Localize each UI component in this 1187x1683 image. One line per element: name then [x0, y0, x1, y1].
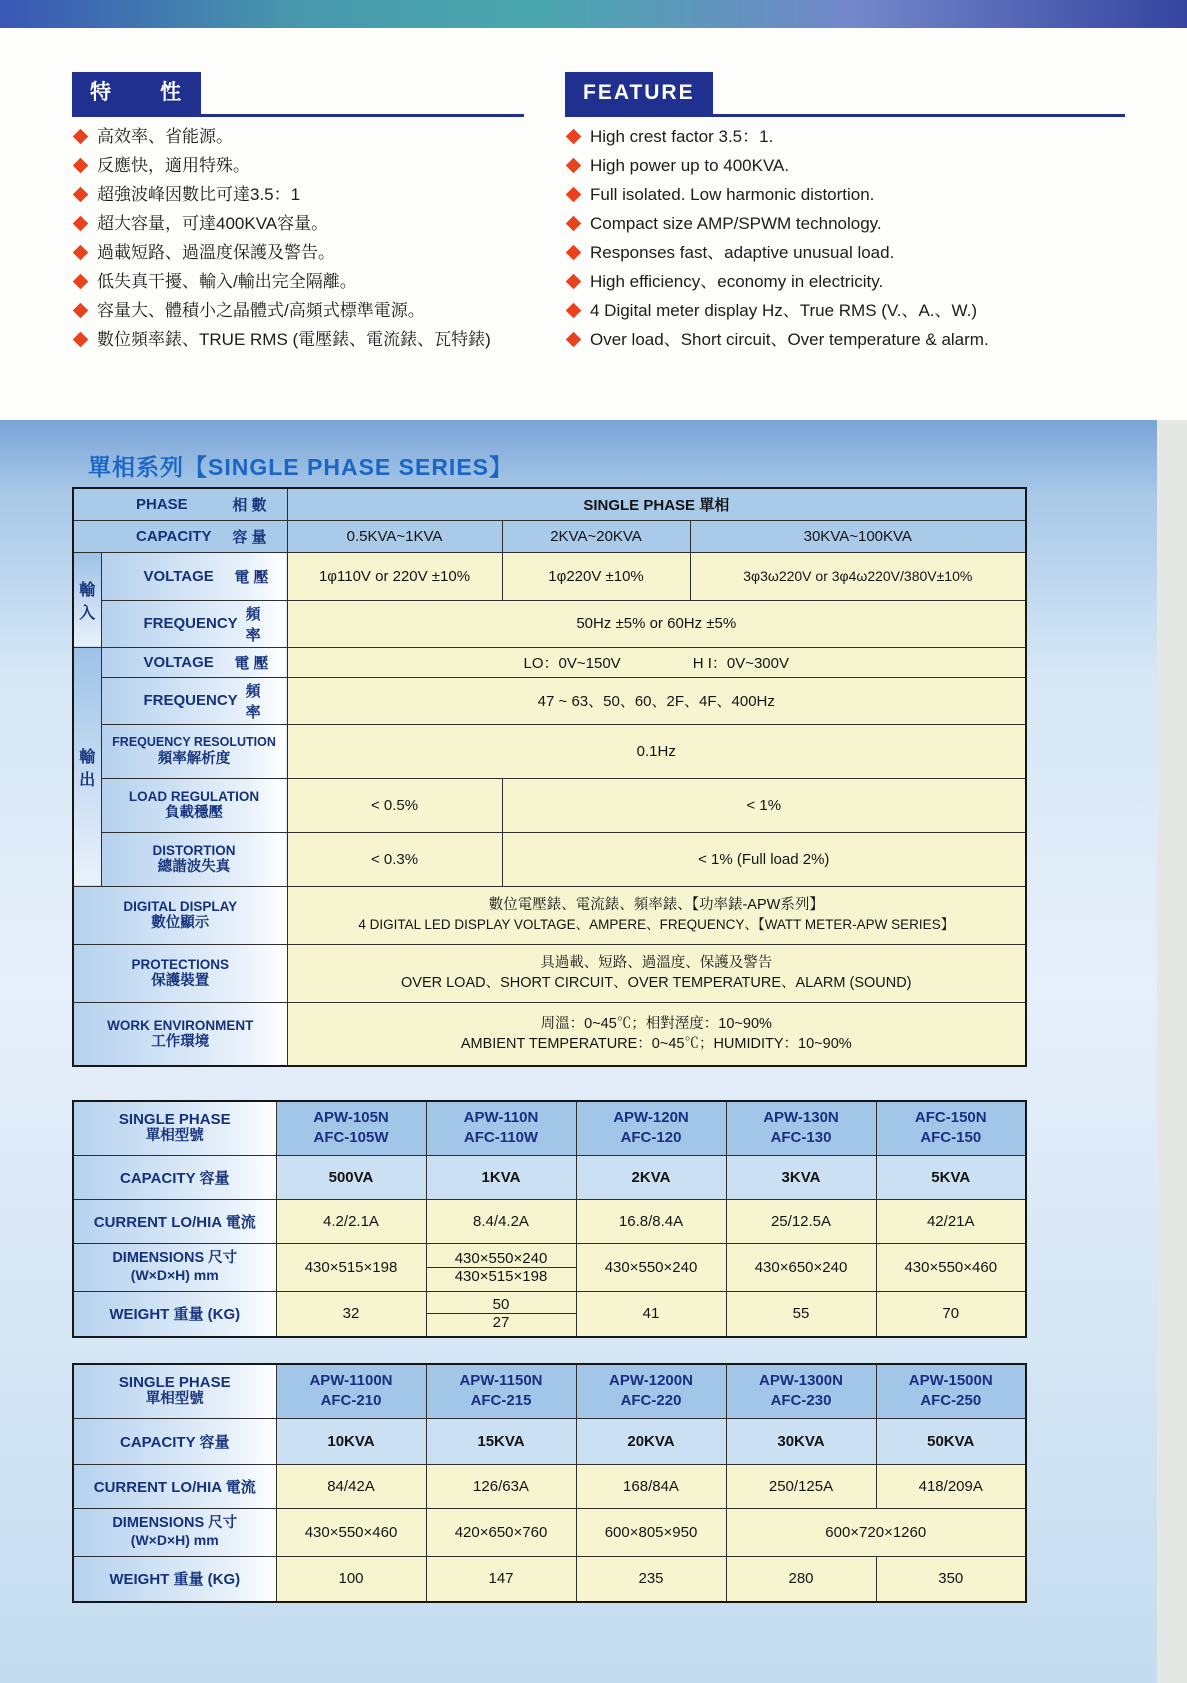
row-models — [73, 1101, 1026, 1155]
list-item — [565, 126, 1125, 147]
capacity-value: 2KVA — [576, 1155, 726, 1199]
row-work-environment — [73, 1002, 1026, 1066]
capacity-label: CAPACITY 容量 — [73, 1155, 276, 1199]
capacity-range: 30KVA~100KVA — [690, 520, 1026, 552]
current-value: 16.8/8.4A — [576, 1199, 726, 1243]
digital-display-label: DIGITAL DISPLAY 數位顯示 — [73, 886, 287, 944]
features-english-list — [565, 126, 1125, 350]
row-capacity — [73, 1155, 1026, 1199]
diamond-bullet-icon — [73, 274, 89, 290]
weight-value: 235 — [576, 1556, 726, 1602]
output-frequency-value: 47 ~ 63、50、60、2F、4F、400Hz — [287, 677, 1026, 724]
row-protections — [73, 944, 1026, 1002]
row-current — [73, 1464, 1026, 1508]
dimensions-value: 430×550×460 — [276, 1508, 426, 1556]
features-english-header-rule — [565, 72, 1125, 117]
weight-value: 55 — [726, 1291, 876, 1337]
capacity-value: 20KVA — [576, 1418, 726, 1464]
model-name: AFC-150N AFC-150 — [876, 1101, 1026, 1155]
scan-right-margin — [1157, 420, 1187, 1683]
weight-value: 100 — [276, 1556, 426, 1602]
row-capacity — [73, 1418, 1026, 1464]
diamond-bullet-icon — [566, 187, 582, 203]
row-current — [73, 1199, 1026, 1243]
feature-text: 超強波峰因數比可達3.5：1 — [97, 185, 301, 204]
current-value: 8.4/4.2A — [426, 1199, 576, 1243]
diamond-bullet-icon — [566, 129, 582, 145]
list-item — [565, 184, 1125, 205]
features-english-column — [565, 72, 1125, 358]
model-name: APW-105N AFC-105W — [276, 1101, 426, 1155]
capacity-value: 10KVA — [276, 1418, 426, 1464]
model-name: APW-130N AFC-130 — [726, 1101, 876, 1155]
distortion-value: < 0.3% — [287, 832, 502, 886]
current-label: CURRENT LO/HIA 電流 — [73, 1464, 276, 1508]
current-value: 84/42A — [276, 1464, 426, 1508]
models-header-label: SINGLE PHASE 單相型號 — [73, 1364, 276, 1418]
row-input-frequency — [73, 600, 1026, 647]
weight-label: WEIGHT 重量 (KG) — [73, 1556, 276, 1602]
row-output-voltage — [73, 647, 1026, 677]
dimensions-value: 420×650×760 — [426, 1508, 576, 1556]
input-frequency-value: 50Hz ±5% or 60Hz ±5% — [287, 600, 1026, 647]
dimensions-value: 430×515×198 — [276, 1243, 426, 1291]
diamond-bullet-icon — [73, 245, 89, 261]
weight-value: 280 — [726, 1556, 876, 1602]
input-voltage-value: 3φ3ω220V or 3φ4ω220V/380V±10% — [690, 552, 1026, 600]
input-group-label: 輸 入 — [73, 552, 101, 647]
capacity-value: 3KVA — [726, 1155, 876, 1199]
capacity-value: 500VA — [276, 1155, 426, 1199]
model-name: APW-1200N AFC-220 — [576, 1364, 726, 1418]
weight-value: 147 — [426, 1556, 576, 1602]
capacity-range: 2KVA~20KVA — [502, 520, 690, 552]
current-label: CURRENT LO/HIA 電流 — [73, 1199, 276, 1243]
dimensions-label: DIMENSIONS 尺寸 (W×D×H) mm — [73, 1508, 276, 1556]
current-value: 4.2/2.1A — [276, 1199, 426, 1243]
feature-text: 4 Digital meter display Hz、True RMS (V.、A.、W.) — [590, 301, 977, 320]
list-item — [72, 242, 524, 263]
feature-text: 容量大、體積小之晶體式/高頻式標準電源。 — [97, 301, 425, 320]
diamond-bullet-icon — [73, 303, 89, 319]
current-value: 250/125A — [726, 1464, 876, 1508]
list-item — [565, 213, 1125, 234]
list-item — [565, 242, 1125, 263]
weight-value-split: 50 27 — [426, 1291, 576, 1337]
diamond-bullet-icon — [73, 216, 89, 232]
output-voltage-value: LO：0V~150V H I：0V~300V — [287, 647, 1026, 677]
input-frequency-label: FREQUENCY 頻 率 — [101, 600, 287, 647]
frequency-resolution-label: FREQUENCY RESOLUTION 頻率解析度 — [101, 724, 287, 778]
phase-value: SINGLE PHASE 單相 — [287, 488, 1026, 520]
capacity-label: CAPACITY 容 量 — [73, 520, 287, 552]
diamond-bullet-icon — [73, 129, 89, 145]
weight-label: WEIGHT 重量 (KG) — [73, 1291, 276, 1337]
row-output-frequency — [73, 677, 1026, 724]
list-item — [72, 213, 524, 234]
list-item — [72, 155, 524, 176]
feature-text: High power up to 400KVA. — [590, 156, 790, 175]
weight-value: 70 — [876, 1291, 1026, 1337]
current-value: 418/209A — [876, 1464, 1026, 1508]
capacity-value: 15KVA — [426, 1418, 576, 1464]
distortion-label: DISTORTION 總諧波失真 — [101, 832, 287, 886]
phase-label: PHASE 相 數 — [73, 488, 287, 520]
feature-text: 反應快，適用特殊。 — [97, 156, 250, 175]
spec-table — [72, 487, 1027, 1067]
row-dimensions — [73, 1243, 1026, 1291]
feature-text: Over load、Short circuit、Over temperature & alarm. — [590, 330, 989, 349]
dimensions-value: 600×805×950 — [576, 1508, 726, 1556]
protections-value: 具過載、短路、過溫度、保護及警告 OVER LOAD、SHORT CIRCUIT、OVER TEMPERATURE、ALARM (SOUND) — [287, 944, 1026, 1002]
dimensions-value: 430×550×240 — [576, 1243, 726, 1291]
dimensions-value: 600×720×1260 — [726, 1508, 1026, 1556]
feature-text: Compact size AMP/SPWM technology. — [590, 214, 882, 233]
load-regulation-value: < 1% — [502, 778, 1026, 832]
row-phase — [73, 488, 1026, 520]
load-regulation-value: < 0.5% — [287, 778, 502, 832]
capacity-value: 30KVA — [726, 1418, 876, 1464]
input-voltage-label: VOLTAGE 電 壓 — [101, 552, 287, 600]
model-name: APW-1300N AFC-230 — [726, 1364, 876, 1418]
row-digital-display — [73, 886, 1026, 944]
features-chinese-header-rule — [72, 72, 524, 117]
feature-text: 過載短路、過溫度保護及警告。 — [97, 243, 335, 262]
diamond-bullet-icon — [73, 187, 89, 203]
list-item — [72, 184, 524, 205]
diamond-bullet-icon — [566, 332, 582, 348]
model-name: APW-1100N AFC-210 — [276, 1364, 426, 1418]
weight-value: 350 — [876, 1556, 1026, 1602]
dimensions-value: 430×650×240 — [726, 1243, 876, 1291]
row-weight — [73, 1556, 1026, 1602]
top-gradient-band — [0, 0, 1187, 28]
frequency-resolution-value: 0.1Hz — [287, 724, 1026, 778]
output-voltage-label: VOLTAGE 電 壓 — [101, 647, 287, 677]
input-voltage-value: 1φ220V ±10% — [502, 552, 690, 600]
input-voltage-value: 1φ110V or 220V ±10% — [287, 552, 502, 600]
row-weight — [73, 1291, 1026, 1337]
list-item — [565, 155, 1125, 176]
diamond-bullet-icon — [73, 332, 89, 348]
model-name: APW-1500N AFC-250 — [876, 1364, 1026, 1418]
work-environment-label: WORK ENVIRONMENT 工作環境 — [73, 1002, 287, 1066]
feature-text: Full isolated. Low harmonic distortion. — [590, 185, 875, 204]
model-name: APW-110N AFC-110W — [426, 1101, 576, 1155]
list-item — [565, 271, 1125, 292]
row-frequency-resolution — [73, 724, 1026, 778]
current-value: 42/21A — [876, 1199, 1026, 1243]
models-header-label: SINGLE PHASE 單相型號 — [73, 1101, 276, 1155]
model-name: APW-1150N AFC-215 — [426, 1364, 576, 1418]
list-item — [565, 300, 1125, 321]
list-item — [72, 300, 524, 321]
model-name: APW-120N AFC-120 — [576, 1101, 726, 1155]
feature-text: High efficiency、economy in electricity. — [590, 272, 884, 291]
row-capacity — [73, 520, 1026, 552]
features-english-title: FEATURE — [565, 72, 713, 114]
feature-text: High crest factor 3.5：1. — [590, 127, 774, 146]
diamond-bullet-icon — [566, 216, 582, 232]
capacity-value: 5KVA — [876, 1155, 1026, 1199]
models-table-1 — [72, 1100, 1027, 1338]
list-item — [72, 271, 524, 292]
capacity-range: 0.5KVA~1KVA — [287, 520, 502, 552]
diamond-bullet-icon — [566, 158, 582, 174]
feature-text: 超大容量，可達400KVA容量。 — [97, 214, 329, 233]
feature-text: 高效率、省能源。 — [97, 127, 233, 146]
feature-text: 低失真干擾、輸入/輸出完全隔離。 — [97, 272, 357, 291]
capacity-value: 1KVA — [426, 1155, 576, 1199]
features-chinese-title: 特 性 — [72, 72, 201, 114]
series-heading: 單相系列【SINGLE PHASE SERIES】 — [88, 454, 514, 480]
row-dimensions — [73, 1508, 1026, 1556]
row-load-regulation — [73, 778, 1026, 832]
distortion-value: < 1% (Full load 2%) — [502, 832, 1026, 886]
list-item — [565, 329, 1125, 350]
list-item — [72, 126, 524, 147]
row-input-voltage — [73, 552, 1026, 600]
work-environment-value: 周溫：0~45℃；相對溼度：10~90% AMBIENT TEMPERATURE：0~45℃；HUMIDITY：10~90% — [287, 1002, 1026, 1066]
feature-text: 數位頻率錶、TRUE RMS (電壓錶、電流錶、瓦特錶) — [97, 330, 491, 349]
list-item — [72, 329, 524, 350]
load-regulation-label: LOAD REGULATION 負載穩壓 — [101, 778, 287, 832]
current-value: 25/12.5A — [726, 1199, 876, 1243]
diamond-bullet-icon — [73, 158, 89, 174]
digital-display-value: 數位電壓錶、電流錶、頻率錶、【功率錶-APW系列】 4 DIGITAL LED DISPLAY VOLTAGE、AMPERE、FREQUENCY、【WATT METER-APW SERIES】 — [287, 886, 1026, 944]
models-table-2 — [72, 1363, 1027, 1603]
output-frequency-label: FREQUENCY 頻 率 — [101, 677, 287, 724]
weight-value: 41 — [576, 1291, 726, 1337]
diamond-bullet-icon — [566, 245, 582, 261]
protections-label: PROTECTIONS 保護裝置 — [73, 944, 287, 1002]
output-group-label: 輸 出 — [73, 647, 101, 886]
features-chinese-list — [72, 126, 524, 350]
row-distortion — [73, 832, 1026, 886]
capacity-value: 50KVA — [876, 1418, 1026, 1464]
diamond-bullet-icon — [566, 274, 582, 290]
current-value: 168/84A — [576, 1464, 726, 1508]
current-value: 126/63A — [426, 1464, 576, 1508]
dimensions-value: 430×550×460 — [876, 1243, 1026, 1291]
features-chinese-column — [72, 72, 524, 358]
diamond-bullet-icon — [566, 303, 582, 319]
row-models — [73, 1364, 1026, 1418]
dimensions-label: DIMENSIONS 尺寸 (W×D×H) mm — [73, 1243, 276, 1291]
weight-value: 32 — [276, 1291, 426, 1337]
feature-text: Responses fast、adaptive unusual load. — [590, 243, 895, 262]
dimensions-value-split: 430×550×240 430×515×198 — [426, 1243, 576, 1291]
capacity-label: CAPACITY 容量 — [73, 1418, 276, 1464]
